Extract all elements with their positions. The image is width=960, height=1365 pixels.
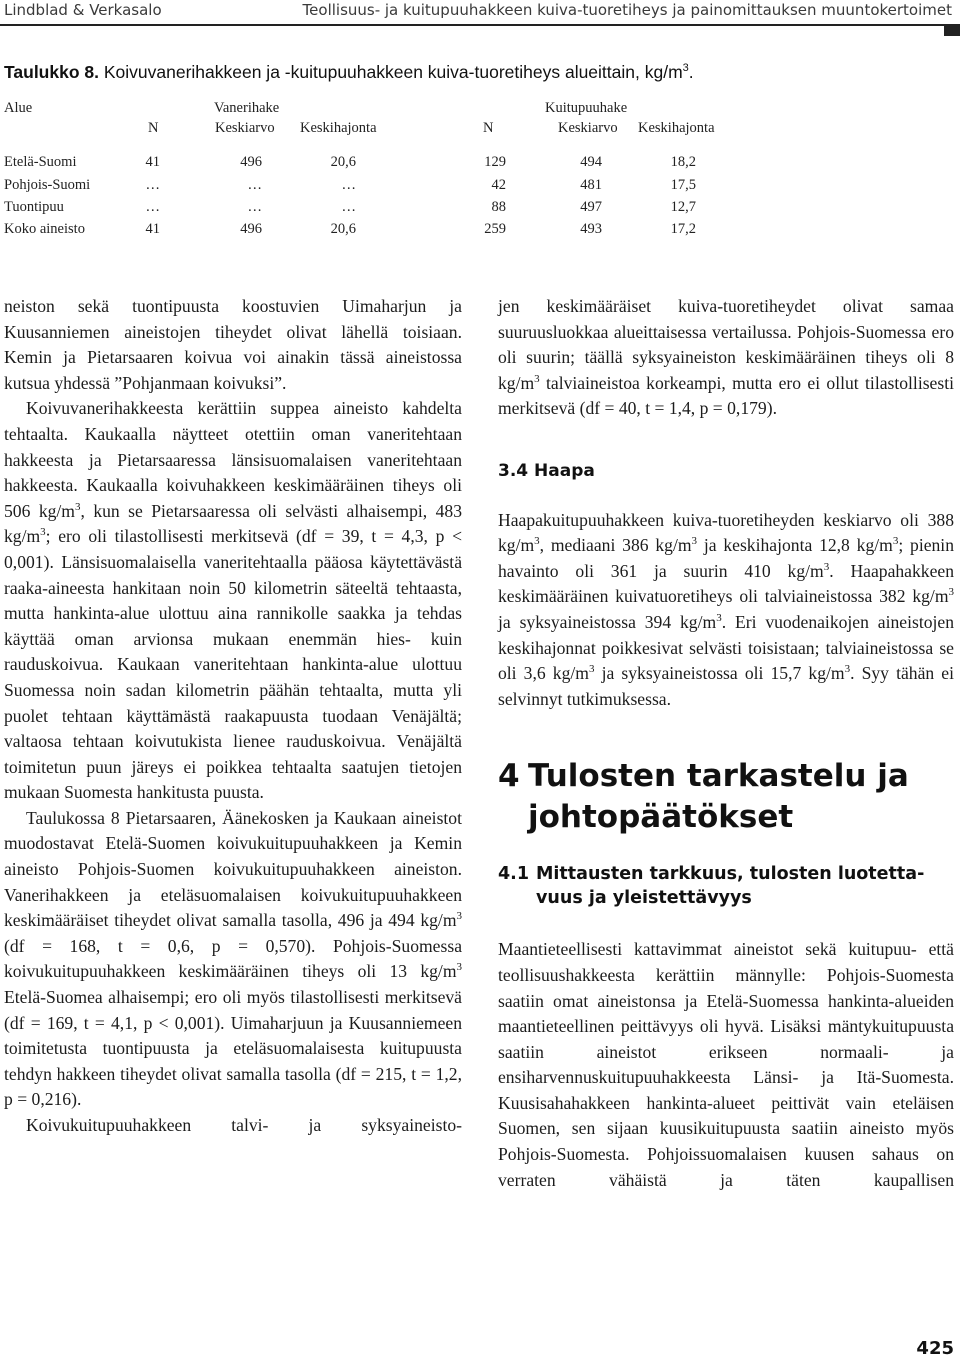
table-caption-end: . <box>688 62 694 82</box>
paragraph-text: , mediaani 386 kg/m <box>539 535 692 556</box>
paragraph: neiston sekä tuontipuusta koostuvien Uimaharjun ja Kuusanniemen aineistojen tiheydet olivat lähellä toisiaan. Kemin ja Pietarsaaren koivua voi ainakin tässä aineistossa kutsua yhdessä ”Pohjanmaan koivuksi”. <box>4 296 462 393</box>
paragraph-text: ; pienin havainto oli 361 ja suurin 410 kg/m <box>498 535 954 581</box>
table-cell-area: Koko aineisto <box>4 221 85 237</box>
table-subheader-n: N <box>148 120 159 136</box>
right-text-column <box>498 294 954 1193</box>
table-cell-area: Pohjois-Suomi <box>4 177 91 193</box>
subsection-number: 4.1 <box>498 864 530 885</box>
running-header <box>0 0 960 22</box>
chapter-title-line: Tulosten tarkastelu ja <box>528 758 909 795</box>
paragraph-text: (df = 168, t = 0,6, p = 0,570). Pohjois-Suomessa koivukuitupuuhakkeen keskimääräinen tiheys oli 13 kg/m <box>4 935 462 982</box>
superscript: 3 <box>534 372 540 385</box>
superscript: 3 <box>534 535 540 548</box>
paragraph: Maantieteellisesti kattavimmat aineistot sekä kuitupuu- että teollisuushakkeesta kerättiin männylle: Pohjois-Suomesta saatiin omat aineistonsa ja Etelä-Suomessa hankinta-alueiden maantieteellinen peittävyys oli hyvä. Lisäksi mäntykuitupuusta saatiin aineistot erikseen normaali- ja ensiharvennuskuitupuuhakkeesta Länsi- ja Itä-Suomesta. Kuusisahahakkeen hankinta-alueet peittivät vain eteläisen Suomen, sen sijaan kuusikuitupuusta saatiin aineisto myös Pohjois-Suomesta. Pohjoissuomalaisen kuusen sahaus on verraten vähäistä ja täten kaupallisen <box>498 939 954 1190</box>
paragraph-text: . Syy tähän ei selvinnyt tutkimuksessa. <box>498 663 954 709</box>
superscript: 3 <box>716 612 722 625</box>
chapter-heading <box>498 756 954 838</box>
superscript: 3 <box>75 500 81 513</box>
subsection-title-line: vuus ja yleistettävyys <box>536 888 752 909</box>
superscript: 3 <box>456 910 462 923</box>
table-cell-area: Etelä-Suomi <box>4 154 77 170</box>
left-text-column <box>4 294 462 1139</box>
table-cell-n: 41 <box>145 221 160 237</box>
paragraph-text: Haapakuitupuuhakkeen kuiva-tuoretiheyden keskiarvo oli 388 kg/m <box>498 509 954 556</box>
paragraph <box>498 294 954 422</box>
table-cell-sd: 18,2 <box>670 154 696 170</box>
table-cell-n: … <box>145 199 160 215</box>
table-caption-sup: 3 <box>682 62 689 75</box>
table-cell-sd: … <box>341 177 356 193</box>
paragraph-text: ja syksyaineistossa oli 15,7 kg/m <box>594 663 845 684</box>
section-heading-3-4: 3.4 Haapa <box>498 460 595 481</box>
table-cell-sd: 20,6 <box>330 154 356 170</box>
table-caption <box>4 62 694 83</box>
table-cell-area: Tuontipuu <box>4 199 64 215</box>
superscript: 3 <box>456 961 462 974</box>
paragraph <box>4 396 462 806</box>
paragraph-text: Koivuvanerihakkeesta kerättiin suppea aineisto kahdelta tehtaalta. Kaukaalla näytteet otettiin oman vaneritehtaan hakkeesta ja Pietarsaaressa länsisuomalaisen vaneritehtaan hakkeesta. Kaukaalla koivuhakkeen keskimääräinen tiheys oli 506 kg/m <box>4 398 462 521</box>
superscript: 3 <box>892 535 899 548</box>
table-cell-n: 88 <box>491 199 506 215</box>
table-cell-sd: 12,7 <box>670 199 696 215</box>
table-subheader-mean: Keskiarvo <box>215 120 275 136</box>
table-cell-sd: 17,5 <box>670 177 696 193</box>
table-header-pulpwood: Kuitupuuhake <box>545 100 628 116</box>
table-cell-sd: 17,2 <box>670 221 696 237</box>
table-cell-mean: 481 <box>580 177 602 193</box>
table-subheader-sd: Keskihajonta <box>638 120 715 136</box>
superscript: 3 <box>948 586 954 599</box>
paragraph-text: ja keskihajonta 12,8 kg/m <box>697 535 893 556</box>
table-caption-text: Koivuvanerihakkeen ja -kuitupuuhakkeen kuiva-tuoretiheys alueittain, kg/m <box>98 62 683 82</box>
paragraph-text: talviaineistoa korkeampi, mutta ero ei ollut tilastollisesti merkitsevä (df = 40, t = 1,4, p = 0,179). <box>498 372 954 419</box>
superscript: 3 <box>823 560 830 573</box>
table-cell-mean: 494 <box>580 154 602 170</box>
subsection-title-line: Mittausten tarkkuus, tulosten luotetta- <box>536 864 925 885</box>
table-cell-mean: … <box>247 177 262 193</box>
table-subheader-mean: Keskiarvo <box>558 120 618 136</box>
chapter-number: 4 <box>498 758 520 795</box>
paragraph-text: , kun se Pietarsaaressa oli selvästi alhaisempi, 483 kg/m <box>4 500 462 547</box>
table-cell-n: … <box>145 177 160 193</box>
table-subheader-n: N <box>483 120 494 136</box>
paragraph-text: ja syksyaineistossa 394 kg/m <box>498 611 717 632</box>
paragraph: Koivukuitupuuhakkeen talvi- ja syksyaineisto- <box>26 1115 462 1135</box>
table-cell-sd: … <box>341 199 356 215</box>
superscript: 3 <box>40 526 46 539</box>
superscript: 3 <box>588 663 595 676</box>
table-cell-sd: 20,6 <box>330 221 356 237</box>
header-rule <box>0 24 944 26</box>
header-title: Teollisuus- ja kuitupuuhakkeen kuiva-tuoretiheys ja painomittauksen muuntokertoimet <box>302 1 952 19</box>
paragraph-text: . Eri vuodenaikojen aineistojen keskihajonnat poikkesivat selvästi toisistaan; talviaineistossa se oli 3,6 kg/m <box>498 611 954 684</box>
table-cell-n: 129 <box>484 154 506 170</box>
table-subheader-sd: Keskihajonta <box>300 120 377 136</box>
table-cell-n: 259 <box>484 221 506 237</box>
superscript: 3 <box>844 663 851 676</box>
paragraph-text: jen keskimääräiset kuiva-tuoretiheydet olivat samaa suuruusluokkaa alueittaisessa vertailussa. Pohjois-Suomessa ero oli suurin; täällä syksyaineiston keskimääräinen tiheys oli 8 kg/m <box>498 296 954 393</box>
paragraph-text: Etelä-Suomea alhaisempi; ero oli myös tilastollisesti merkitsevä (df = 169, t = 4,1, p < 0,001). Uimaharjuun ja Kuusanniemeen toimitetusta tuontipuusta ja eteläsuomalaisesta kuitupuusta tehdyn hakkeen tiheydet olivat samalla tasolla (df = 215, t = 1,2, p = 0,216). <box>4 987 462 1110</box>
table-cell-mean: 496 <box>240 221 262 237</box>
table-cell-n: 41 <box>145 154 160 170</box>
chapter-title-line: johtopäätökset <box>528 799 794 836</box>
table-cell-mean: 493 <box>580 221 602 237</box>
table-cell-mean: 496 <box>240 154 262 170</box>
header-corner-block <box>944 24 960 36</box>
subsection-heading <box>498 862 954 910</box>
superscript: 3 <box>691 535 698 548</box>
paragraph <box>498 508 954 713</box>
table-header-area: Alue <box>4 100 33 116</box>
table-header-veneer: Vanerihake <box>214 100 280 116</box>
table-cell-mean: … <box>247 199 262 215</box>
paragraph-text: . Haapahakkeen keskimääräinen kuivatuoretiheys oli talviaineistossa 382 kg/m <box>498 560 954 607</box>
table-caption-label: Taulukko 8. <box>4 62 99 82</box>
paragraph <box>4 806 462 1113</box>
paragraph-text: ; ero oli tilastollisesti merkitsevä (df = 39, t = 4,3, p < 0,001). Länsisuomalaisella vaneritehtaalla pääosa käytettävästä raaka-aineesta hankitaan noin 50 kilometrin säteeltä tehtaasta, mutta hankinta-alue ulottuu aina rannikolle saakka ja tehdas käyttää oman arvionsa mukaan enemmän hies- kuin rauduskoivua. Kaukaan vaneritehtaan hankinta-alue ulottuu Suomessa noin sadan kilometrin päähän tehtaalta, mutta yli puolet tehtaan käyttämästä raakapuusta tuodaan Venäjältä; valtaosa tehtaan koivutukista lienee rauduskoivua. Venäjältä toimitetun puun järeys ei poikkea tehtaalta saatujen tietojen mukaan Suomesta hankitusta puusta. <box>4 526 462 803</box>
paragraph-text: Taulukossa 8 Pietarsaaren, Äänekosken ja Kaukaan aineistot muodostavat Etelä-Suomen koivukuitupuuhakkeen ja Kemin aineisto Pohjois-Suomen koivukuitupuuhakkeen aineiston. Vanerihakkeen ja eteläsuomalaisen koivukuitupuuhakkeen keskimääräiset tiheydet olivat samalla tasolla, 496 ja 494 kg/m <box>4 807 462 931</box>
header-authors: Lindblad & Verkasalo <box>4 1 162 19</box>
table-cell-mean: 497 <box>580 199 602 215</box>
table-cell-n: 42 <box>491 177 506 193</box>
page-number: 425 <box>916 1338 954 1359</box>
